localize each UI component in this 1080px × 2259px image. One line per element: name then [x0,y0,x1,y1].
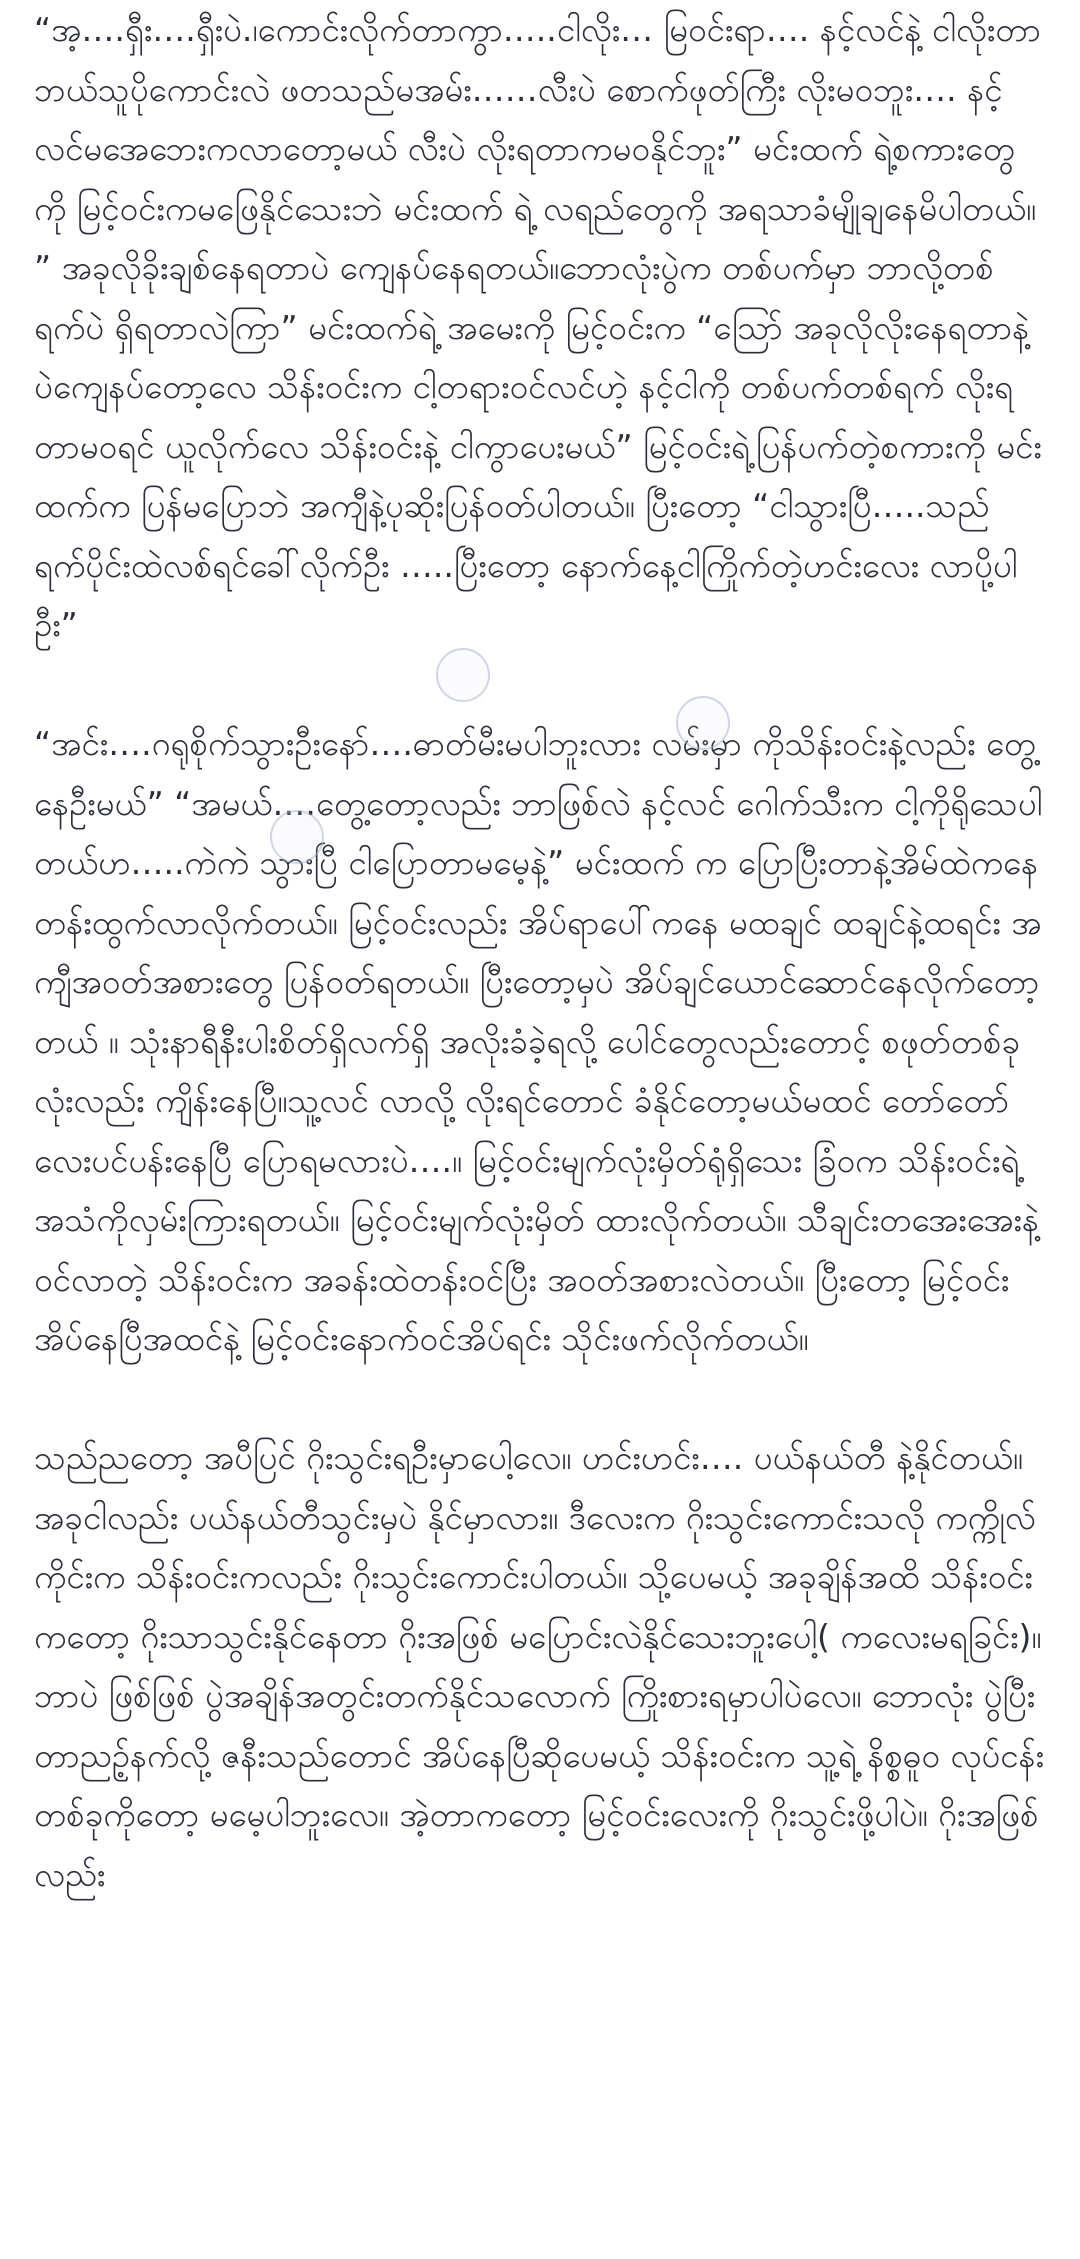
story-paragraph-1: “အ့….ရှီး….ရှီးပဲ.၊ကောင်းလိုက်တာကွာ…..ငါလိုး… မြဝင်းရာ…. နင့်လင်နဲ့ ငါလိုးတာ ဘယ်သူပိုကောင်းလဲ ဖတသည်မအမ်း……လီးပဲ စောက်ဖုတ်ကြီး လိုးမဝဘူး…. နင့်လင်မအေဘေးကလာတော့မယ် လီးပဲ လိုးရတာကမဝနိုင်ဘူး” မင်းထက် ရဲ့စကားတွေကို မြင့်ဝင်းကမဖြေနိုင်သေးဘဲ မင်းထက် ရဲ့ လရည်တွေကို အရသာခံမျိုချနေမိပါတယ်။ ” အခုလိုခိုးချစ်နေရတာပဲ ကျေနပ်နေရတယ်။ဘောလုံးပွဲက တစ်ပက်မှာ ဘာလို့တစ်ရက်ပဲ ရှိရတာလဲကြာ” မင်းထက်ရဲ့ အမေးကို မြင့်ဝင်းက “ဩော် အခုလိုလိုးနေရတာနဲ့ပဲကျေနပ်တော့လေ သိန်းဝင်းက ငါ့တရားဝင်လင်ဟဲ့ နင့်ငါကို တစ်ပက်တစ်ရက် လိုးရတာမဝရင် ယူလိုက်လေ သိန်းဝင်းနဲ့ ငါကွာပေးမယ်” မြင့်ဝင်းရဲ့ပြန်ပက်တဲ့စကားကို မင်းထက်က ပြန်မပြောဘဲ အကျီနဲ့ပုဆိုးပြန်ဝတ်ပါတယ်။ ပြီးတော့ “ငါသွားပြီ…..သည်ရက်ပိုင်းထဲလစ်ရင်ခေါ်လိုက်ဦး …..ပြီးတော့ နောက်နေ့ငါကြိုက်တဲ့ဟင်းလေး လာပို့ပါဦး” [34,10,1042,644]
story-paragraph-3: သည်ညတော့ အပီပြင် ဂိုးသွင်းရဦးမှာပေါ့လေ။ ဟင်းဟင်း…. ပယ်နယ်တီ နဲ့နိုင်တယ်။ အခုငါလည်း ပယ်နယ်တီသွင်းမှပဲ နိုင်မှာလား။ ဒီလေးက ဂိုးသွင်းကောင်းသလို ကက္ကိုလ်ကိုင်းက သိန်းဝင်းကလည်း ဂိုးသွင်းကောင်းပါတယ်။ သို့ပေမယ့် အခုချိန်အထိ သိန်းဝင်းကတော့ ဂိုးသာသွင်းနိုင်နေတာ ဂိုးအဖြစ် မပြောင်းလဲနိုင်သေးဘူးပေါ့( ကလေးမရခြင်း)။ဘာပဲ ဖြစ်ဖြစ် ပွဲအချိန်အတွင်းတက်နိုင်သလောက် ကြိုးစားရမှာပါပဲလေ။ ဘောလုံး ပွဲပြီးတာညဥ့်နက်လို့ ဇနီးသည်တောင် အိပ်နေပြီဆိုပေမယ့် သိန်းဝင်းက သူ့ရဲ့ နိစ္စဓူဝ လုပ်ငန်းတစ်ခုကိုတော့ မမေ့ပါဘူးလေ။ အဲ့တာကတော့ မြင့်ဝင်းလေးကို ဂိုးသွင်းဖို့ပါပဲ။ ဂိုးအဖြစ်လည်း [34,1438,1044,1894]
story-paragraph-2: “အင်း….ဂရုစိုက်သွားဦးနော်….ဓာတ်မီးမပါဘူးလား လမ်းမှာ ကိုသိန်းဝင်းနဲ့လည်း တွေ့နေဦးမယ်” “အမယ်….တွေ့တော့လည်း ဘာဖြစ်လဲ နင့်လင် ဂေါက်သီးက ငါ့ကိုရိုသေပါတယ်ဟ…..ကဲကဲ သွားပြီ ငါပြောတာမမေ့နဲ့” မင်းထက် က ပြောပြီးတာနဲ့အိမ်ထဲကနေ တန်းထွက်လာလိုက်တယ်။ မြင့်ဝင်းလည်း အိပ်ရာပေါ်ကနေ မထချင် ထချင်နဲ့ထရင်း အကျီအဝတ်အစားတွေ ပြန်ဝတ်ရတယ်။ ပြီးတော့မှပဲ အိပ်ချင်ယောင်ဆောင်နေလိုက်တော့တယ် ။ သုံးနာရီနီးပါးစိတ်ရှိလက်ရှိ အလိုးခံခဲ့ရလို့ ပေါင်တွေလည်းတောင့် စဖုတ်တစ်ခုလုံးလည်း ကျိန်းနေပြီ။သူ့လင် လာလို့ လိုးရင်တောင် ခံနိုင်တော့မယ်မထင် တော်တော်လေးပင်ပန်းနေပြီ ပြောရမလားပဲ….။ မြင့်ဝင်းမျက်လုံးမှိတ်ရုံရှိသေး ခြံဝက သိန်းဝင်းရဲ့ အသံကိုလှမ်းကြားရတယ်။ မြင့်ဝင်းမျက်လုံးမှိတ် ထားလိုက်တယ်။ သီချင်းတအေးအေးနဲ့ ဝင်လာတဲ့ သိန်းဝင်းက အခန်းထဲတန်းဝင်ပြီး အဝတ်အစားလဲတယ်။ ပြီးတော့ မြင့်ဝင်းအိပ်နေပြီအထင်နဲ့ မြင့်ဝင်းနောက်ဝင်အိပ်ရင်း သိုင်းဖက်လိုက်တယ်။ [34,724,1043,1358]
article-body [34,0,1044,1904]
